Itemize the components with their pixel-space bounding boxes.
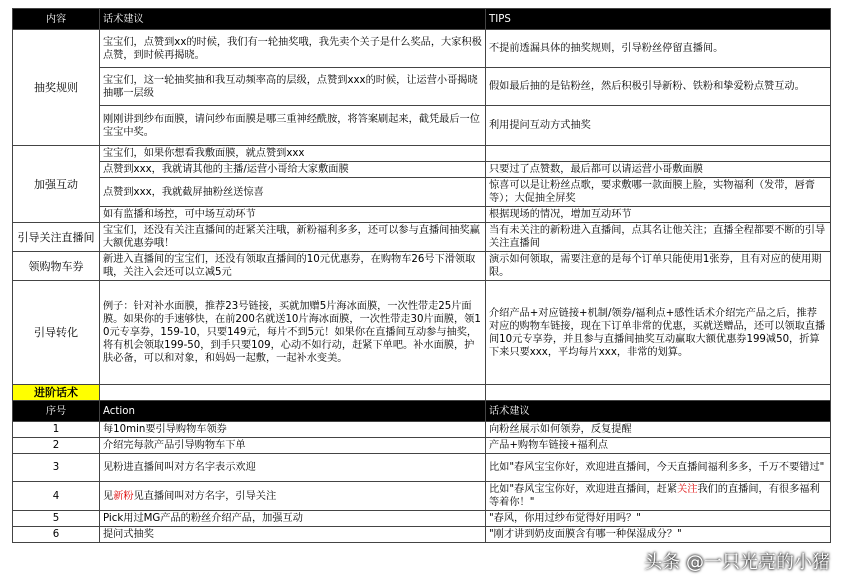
tip-cell: 惊喜可以是让粉丝点歌，要求敷哪一款面膜上脸，实物福利（发带，唇膏等）；大促抽全屏奖 — [486, 178, 831, 207]
advice-cell: "刚才讲到奶皮面膜含有哪一种保湿成分？" — [486, 527, 831, 543]
tip-cell: 利用提问互动方式抽奖 — [486, 106, 831, 146]
action-cell: 见粉进直播间叫对方名字表示欢迎 — [100, 454, 486, 482]
table-row — [13, 178, 831, 207]
script-table — [12, 8, 831, 543]
action-cell: Pick用过MG产品的粉丝介绍产品，加强互动 — [100, 511, 486, 527]
table-row — [13, 162, 831, 178]
index-cell: 3 — [13, 454, 100, 482]
action-highlight: 新粉 — [113, 490, 134, 502]
tip-cell: 当有未关注的新粉进入直播间，点其名让他关注；直播全程都要不断的引导关注直播间 — [486, 223, 831, 252]
header-action: Action — [100, 401, 486, 422]
header-script: 话术建议 — [100, 9, 486, 30]
table-row — [13, 511, 831, 527]
advanced-header — [13, 401, 831, 422]
tip-cell: 介绍产品+对应链接+机制/领券/福利点+感性话术介绍完产品之后，推荐对应的购物车链接，现在下订单非常的优惠，买就送赠品，还可以领取直播间10元专享券，并且参与直播间抽奖互动赢取大额优惠券199减50，折算下来只要xxx，平均每片xxx，非常的划算。 — [486, 281, 831, 385]
table-row — [13, 207, 831, 223]
table-row — [13, 146, 831, 162]
script-cell: 宝宝们，这一轮抽奖抽和我互动频率高的层级，点赞到xxx的时候，让运营小哥揭晓抽哪一层级 — [100, 68, 486, 106]
tip-cell: 根据现场的情况，增加互动环节 — [486, 207, 831, 223]
watermark: 头条 @一只光亮的小猪 — [644, 552, 830, 573]
header-advice: 话术建议 — [486, 401, 831, 422]
header-index: 序号 — [13, 401, 100, 422]
table-row — [13, 281, 831, 385]
advice-cell: 向粉丝展示如何领券，反复提醒 — [486, 422, 831, 438]
header-content: 内容 — [13, 9, 100, 30]
advanced-label-row — [13, 385, 831, 401]
table-row — [13, 30, 831, 68]
action-text: 见 — [103, 490, 114, 502]
advice-text: 我们的直播间，有很多福利等着你！" — [489, 484, 820, 508]
action-cell: 提问式抽奖 — [100, 527, 486, 543]
script-cell: 宝宝们，点赞到xx的时候，我们有一轮抽奖哦，我先卖个关子是什么奖品，大家积极点赞，到时候再揭晓。 — [100, 30, 486, 68]
tip-cell: 只要过了点赞数，最后都可以请运营小哥敷面膜 — [486, 162, 831, 178]
table-row — [13, 68, 831, 106]
index-cell: 2 — [13, 438, 100, 454]
index-cell: 1 — [13, 422, 100, 438]
advice-cell — [486, 482, 831, 511]
action-cell: 每10min要引导购物车领券 — [100, 422, 486, 438]
index-cell: 6 — [13, 527, 100, 543]
sheet — [12, 8, 830, 543]
advice-cell: 产品+购物车链接+福利点 — [486, 438, 831, 454]
category-convert: 引导转化 — [13, 281, 100, 385]
script-cell: 宝宝们，如果你想看我敷面膜，就点赞到xxx — [100, 146, 486, 162]
script-cell: 宝宝们，还没有关注直播间的赶紧关注哦，新粉福利多多，还可以参与直播间抽奖赢大额优惠券哦！ — [100, 223, 486, 252]
action-cell: 介绍完每款产品引导购物车下单 — [100, 438, 486, 454]
script-cell: 刚刚讲到纱布面膜，请问纱布面膜是哪三重神经酰胺，将答案刷起来，截凭最后一位宝宝中奖。 — [100, 106, 486, 146]
index-cell: 5 — [13, 511, 100, 527]
table-row — [13, 482, 831, 511]
script-cell: 例子：针对补水面膜，推荐23号链接，买就加赠5片海冰面膜，一次性带走25片面膜。如果你的手速够快，在前200名就送10片海冰面膜，一次性带走30片面膜，领10元专享券，159-10，只要149元，每片不到5元！如果你在直播间互动参与抽奖，将有机会领取199-50，到手只要109，心动不如行动，赶紧下单吧。补水面膜，护肤必备，可以和对象，和妈妈一起敷，一起补水变美。 — [100, 281, 486, 385]
advice-text: 比如"春风宝宝你好，欢迎进直播间，赶紧 — [489, 484, 678, 495]
table-row — [13, 527, 831, 543]
category-lottery: 抽奖规则 — [13, 30, 100, 146]
tip-cell: 不提前透漏具体的抽奖规则，引导粉丝停留直播间。 — [486, 30, 831, 68]
category-coupon: 领购物车券 — [13, 252, 100, 281]
table-row — [13, 422, 831, 438]
category-follow: 引导关注直播间 — [13, 223, 100, 252]
empty-cell — [486, 385, 831, 401]
table-header — [13, 9, 831, 30]
table-row — [13, 454, 831, 482]
tip-cell: 假如最后抽的是钻粉丝，然后积极引导新粉、铁粉和挚爱粉点赞互动。 — [486, 68, 831, 106]
header-tips: TIPS — [486, 9, 831, 30]
category-interact: 加强互动 — [13, 146, 100, 223]
script-cell: 点赞到xxx，我就请其他的主播/运营小哥给大家敷面膜 — [100, 162, 486, 178]
table-row — [13, 438, 831, 454]
script-cell: 新进入直播间的宝宝们，还没有领取直播间的10元优惠券，在购物车26号下滑领取哦，关注入会还可以立减5元 — [100, 252, 486, 281]
empty-cell — [100, 385, 486, 401]
table-row — [13, 252, 831, 281]
script-cell: 点赞到xxx，我就截屏抽粉丝送惊喜 — [100, 178, 486, 207]
advice-cell: 比如"春风宝宝你好，欢迎进直播间，今天直播间福利多多，千万不要错过" — [486, 454, 831, 482]
table-row — [13, 223, 831, 252]
advice-highlight: 关注 — [677, 484, 698, 495]
advanced-label: 进阶话术 — [13, 385, 100, 401]
tip-cell: 演示如何领取，需要注意的是每个订单只能使用1张券，且有对应的使用期限。 — [486, 252, 831, 281]
action-cell — [100, 482, 486, 511]
table-row — [13, 106, 831, 146]
action-text: 见直播间叫对方名字，引导关注 — [133, 490, 277, 502]
tip-cell — [486, 146, 831, 162]
index-cell: 4 — [13, 482, 100, 511]
script-cell: 如有监播和场控，可中场互动环节 — [100, 207, 486, 223]
advice-cell: "春风，你用过纱布觉得好用吗？" — [486, 511, 831, 527]
